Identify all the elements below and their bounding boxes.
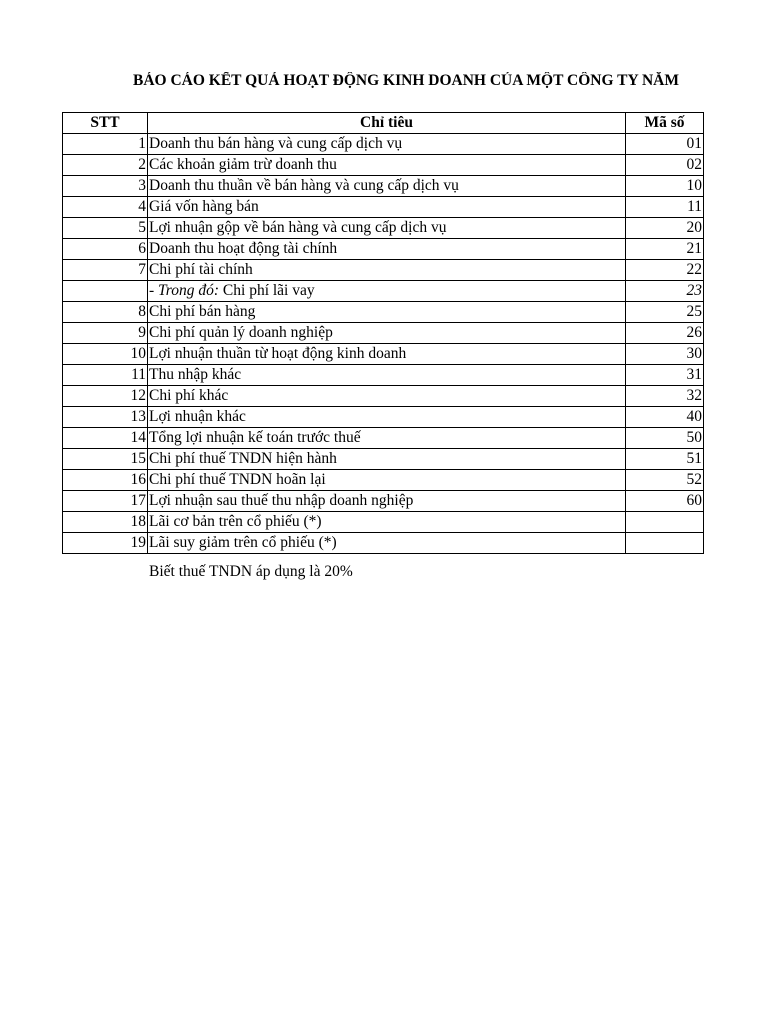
row-ma-so: 20 xyxy=(626,218,704,239)
sub-item-label: Chi phí lãi vay xyxy=(222,282,315,299)
table-row xyxy=(63,365,704,386)
table-row xyxy=(63,470,704,491)
row-chi-tieu: Lãi suy giảm trên cổ phiếu (*) xyxy=(148,533,626,554)
row-chi-tieu: Chi phí bán hàng xyxy=(148,302,626,323)
row-stt: 4 xyxy=(63,197,148,218)
table-row xyxy=(63,386,704,407)
row-chi-tieu: Chi phí quản lý doanh nghiệp xyxy=(148,323,626,344)
row-ma-so: 11 xyxy=(626,197,704,218)
row-ma-so: 31 xyxy=(626,365,704,386)
row-ma-so: 52 xyxy=(626,470,704,491)
table-row-sub-item xyxy=(63,281,704,302)
row-ma-so: 60 xyxy=(626,491,704,512)
row-ma-so: 10 xyxy=(626,176,704,197)
report-title: BÁO CÁO KẾT QUẢ HOẠT ĐỘNG KINH DOANH CỦA MỘT CÔNG TY NĂM xyxy=(133,72,679,89)
row-ma-so: 21 xyxy=(626,239,704,260)
income-statement-table xyxy=(62,112,704,554)
row-chi-tieu: Chi phí tài chính xyxy=(148,260,626,281)
row-ma-so: 32 xyxy=(626,386,704,407)
row-chi-tieu: Doanh thu hoạt động tài chính xyxy=(148,239,626,260)
row-stt: 10 xyxy=(63,344,148,365)
sub-item-prefix: - Trong đó: xyxy=(149,282,220,299)
table-row xyxy=(63,197,704,218)
row-chi-tieu: Các khoản giảm trừ doanh thu xyxy=(148,155,626,176)
row-ma-so: 23 xyxy=(626,281,704,302)
row-chi-tieu: Lợi nhuận khác xyxy=(148,407,626,428)
tax-rate-note: Biết thuế TNDN áp dụng là 20% xyxy=(149,563,353,580)
row-ma-so: 02 xyxy=(626,155,704,176)
table-row xyxy=(63,155,704,176)
row-stt: 1 xyxy=(63,134,148,155)
table-row xyxy=(63,239,704,260)
row-chi-tieu: Chi phí khác xyxy=(148,386,626,407)
row-chi-tieu: Thu nhập khác xyxy=(148,365,626,386)
table-row xyxy=(63,176,704,197)
row-stt: 16 xyxy=(63,470,148,491)
row-stt: 2 xyxy=(63,155,148,176)
row-ma-so: 51 xyxy=(626,449,704,470)
row-chi-tieu: Lợi nhuận gộp về bán hàng và cung cấp dịch vụ xyxy=(148,218,626,239)
row-stt: 18 xyxy=(63,512,148,533)
table-row xyxy=(63,449,704,470)
row-stt: 12 xyxy=(63,386,148,407)
row-ma-so: 26 xyxy=(626,323,704,344)
row-ma-so: 25 xyxy=(626,302,704,323)
row-chi-tieu: Doanh thu thuần về bán hàng và cung cấp dịch vụ xyxy=(148,176,626,197)
row-stt: 7 xyxy=(63,260,148,281)
table-row xyxy=(63,428,704,449)
row-chi-tieu: Giá vốn hàng bán xyxy=(148,197,626,218)
row-ma-so xyxy=(626,533,704,554)
row-chi-tieu: Tổng lợi nhuận kế toán trước thuế xyxy=(148,428,626,449)
row-stt: 3 xyxy=(63,176,148,197)
row-ma-so: 01 xyxy=(626,134,704,155)
row-stt: 19 xyxy=(63,533,148,554)
table-row xyxy=(63,512,704,533)
row-chi-tieu: Chi phí thuế TNDN hoãn lại xyxy=(148,470,626,491)
row-ma-so xyxy=(626,512,704,533)
header-chi-tieu: Chỉ tiêu xyxy=(148,113,626,134)
table-row xyxy=(63,407,704,428)
table-row xyxy=(63,323,704,344)
row-stt: 14 xyxy=(63,428,148,449)
table-row xyxy=(63,344,704,365)
row-stt: 8 xyxy=(63,302,148,323)
table-row xyxy=(63,260,704,281)
row-stt: 9 xyxy=(63,323,148,344)
row-stt: 11 xyxy=(63,365,148,386)
row-ma-so: 40 xyxy=(626,407,704,428)
row-chi-tieu: Lãi cơ bản trên cổ phiếu (*) xyxy=(148,512,626,533)
header-stt: STT xyxy=(63,113,148,134)
row-chi-tieu xyxy=(148,281,626,302)
row-stt xyxy=(63,281,148,302)
table-row xyxy=(63,302,704,323)
row-chi-tieu: Doanh thu bán hàng và cung cấp dịch vụ xyxy=(148,134,626,155)
row-chi-tieu: Lợi nhuận thuần từ hoạt động kinh doanh xyxy=(148,344,626,365)
row-stt: 17 xyxy=(63,491,148,512)
row-stt: 5 xyxy=(63,218,148,239)
row-ma-so: 22 xyxy=(626,260,704,281)
row-stt: 13 xyxy=(63,407,148,428)
row-chi-tieu: Lợi nhuận sau thuế thu nhập doanh nghiệp xyxy=(148,491,626,512)
header-ma-so: Mã số xyxy=(626,113,704,134)
row-ma-so: 30 xyxy=(626,344,704,365)
row-ma-so: 50 xyxy=(626,428,704,449)
table-row xyxy=(63,533,704,554)
row-stt: 15 xyxy=(63,449,148,470)
table-row xyxy=(63,218,704,239)
row-stt: 6 xyxy=(63,239,148,260)
table-row xyxy=(63,491,704,512)
table-header-row xyxy=(63,113,704,134)
table-row xyxy=(63,134,704,155)
row-chi-tieu: Chi phí thuế TNDN hiện hành xyxy=(148,449,626,470)
